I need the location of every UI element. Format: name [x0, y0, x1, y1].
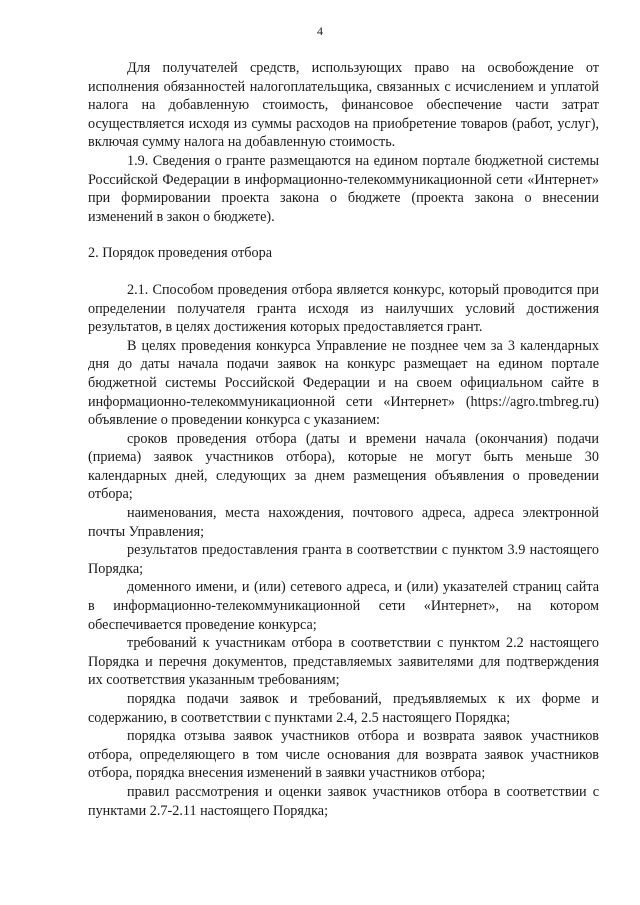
- list-item-submission: порядка подачи заявок и требований, предъявляемых к их форме и содержанию, в соответствии с пунктами 2.4, 2.5 настоящего Порядка;: [88, 691, 599, 726]
- paragraph-announcement: В целях проведения конкурса Управление не позднее чем за 3 календарных дня до даты начала подачи заявок на конкурс размещает на едином портале бюджетной системы Российской Федерации и на своем официальном сайте в информационно-телекоммуникационной сети «Интернет» (https://agro.tmbreg.ru) объявление о проведении конкурса с указанием:: [88, 337, 599, 429]
- list-item-addresses: наименования, места нахождения, почтового адреса, адреса электронной почты Управления;: [88, 505, 599, 540]
- list-item-deadlines: сроков проведения отбора (даты и времени начала (окончания) подачи (приема) заявок участников отбора), которые не могут быть меньше 30 календарных дней, следующих за днем размещения объявления о проведении отбора;: [88, 430, 599, 503]
- list-item-withdrawal: порядка отзыва заявок участников отбора и возврата заявок участников отбора, определяющего в том числе основания для возврата заявок участников отбора, порядка внесения изменений в заявки участников отбора;: [88, 728, 599, 782]
- list-item-results: результатов предоставления гранта в соответствии с пунктом 3.9 настоящего Порядка;: [88, 542, 599, 577]
- list-item-domain: доменного имени, и (или) сетевого адреса, и (или) указателей страниц сайта в информационно-телекоммуникационной сети «Интернет», на котором обеспечивается проведение конкурса;: [88, 579, 599, 633]
- list-item-requirements: требований к участникам отбора в соответствии с пунктом 2.2 настоящего Порядка и перечня документов, представляемых заявителями для подтверждения их соответствия указанным требованиям;: [88, 635, 599, 689]
- list-item-evaluation: правил рассмотрения и оценки заявок участников отбора в соответствии с пунктами 2.7-2.11 настоящего Порядка;: [88, 783, 599, 819]
- section-heading: 2. Порядок проведения отбора: [88, 245, 272, 262]
- paragraph-vat-exemption: Для получателей средств, использующих право на освобождение от исполнения обязанностей налогоплательщика, связанных с исчислением и уплатой налога на добавленную стоимость, финансовое обеспечение части затрат осуществляется исходя из суммы расходов на приобретение товаров (работ, услуг), включая сумму налога на добавленную стоимость.: [88, 60, 599, 151]
- paragraph-2-1-selection-method: 2.1. Способом проведения отбора является конкурс, который проводится при определении получателя гранта исходя из наилучших условий достижения результатов, в целях достижения которых предоставляется грант.: [88, 281, 599, 336]
- page-number: 4: [317, 24, 323, 38]
- paragraph-1-9-grant-info: 1.9. Сведения о гранте размещаются на едином портале бюджетной системы Российской Федерации в информационно-телекоммуникационной сети «Интернет» при формировании проекта закона о бюджете (проекта закона о внесении изменений в закон о бюджете).: [88, 152, 599, 225]
- document-body: [88, 59, 599, 820]
